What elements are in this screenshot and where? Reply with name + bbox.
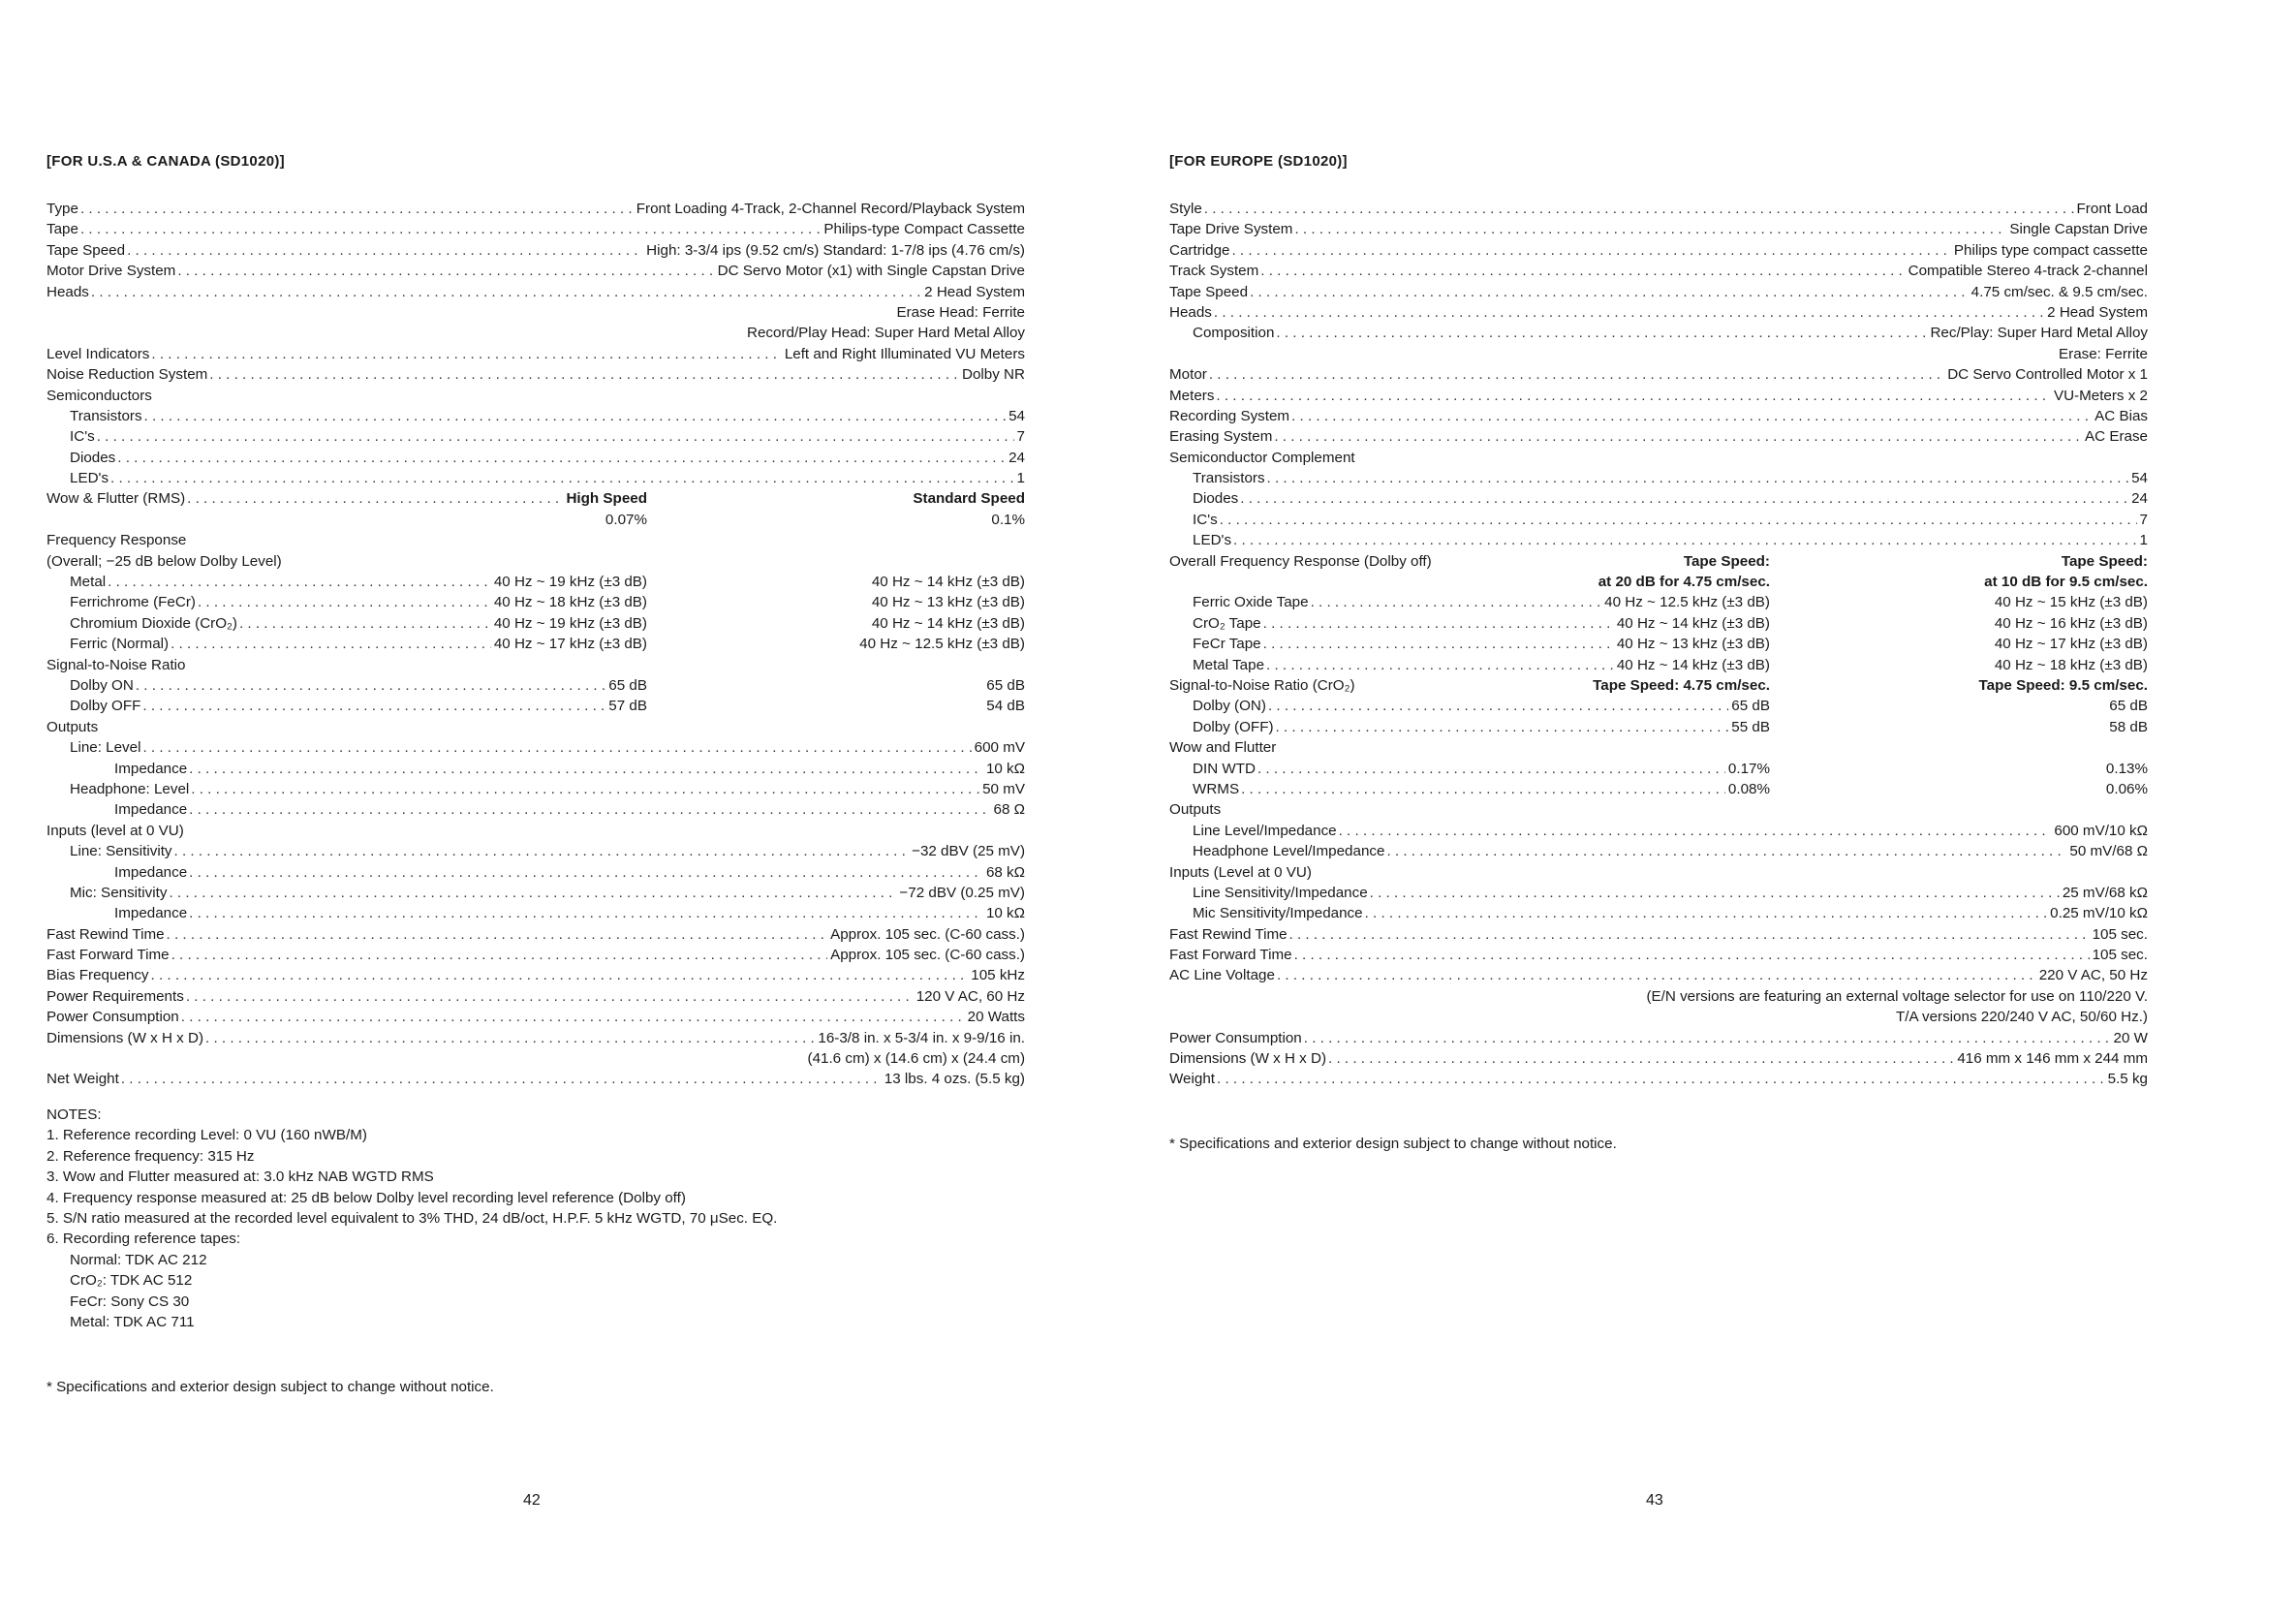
spec-row-diodes: Diodes . . . 24 [47,448,1025,468]
spec-row-freq-metal: Metal . . . 40 Hz ~ 19 kHz (±3 dB) 40 Hz ~ 14 kHz (±3 dB) [47,572,1025,592]
spec-row-frequency-sub: (Overall; −25 dB below Dolby Level) [47,552,282,570]
spec-row-freq-ferric: Ferric Oxide Tape . . . 40 Hz ~ 12.5 kHz (±3 dB) 40 Hz ~ 15 kHz (±3 dB) [1169,592,2148,612]
spec-row-dimensions-metric: (41.6 cm) x (14.6 cm) x (24.4 cm) [807,1050,1025,1068]
spec-row-power-cons: Power Consumption . . . 20 Watts [47,1007,1025,1027]
spec-row-motor: Motor . . . DC Servo Controlled Motor x 1 [1169,364,2148,385]
note-4: 4. Frequency response measured at: 25 dB below Dolby level recording level reference (Dolby off) [47,1189,686,1206]
note-5: 5. S/N ratio measured at the recorded level equivalent to 3% THD, 24 dB/oct, H.P.F. 5 kHz WGTD, 70 μSec. EQ. [47,1210,778,1228]
spec-row-freq-fecr: Ferrichrome (FeCr) . . . 40 Hz ~ 18 kHz (±3 dB) 40 Hz ~ 13 kHz (±3 dB) [47,592,1025,612]
spec-row-cartridge: Cartridge . . . Philips type compact cassette [1169,240,2148,261]
spec-row-transistors: Transistors . . . 54 [1169,468,2148,488]
spec-row-out-line-imp: Impedance . . . 10 kΩ [47,759,1025,779]
left-page [47,0,1025,1620]
spec-row-wow-din: DIN WTD . . . 0.17% 0.13% [1169,759,2148,779]
note-1: 1. Reference recording Level: 0 VU (160 nWB/M) [47,1127,367,1144]
spec-row-speed: Tape Speed . . . 4.75 cm/sec. & 9.5 cm/sec. [1169,282,2148,302]
spec-row-wow-wrms: WRMS . . . 0.08% 0.06% [1169,779,2148,799]
spec-row-tape: Tape . . . Philips-type Compact Cassette [47,219,1025,239]
ref-tape-metal: Metal: TDK AC 711 [70,1314,195,1331]
spec-row-track: Track System . . . Compatible Stereo 4-track 2-channel [1169,261,2148,281]
note-3: 3. Wow and Flutter measured at: 3.0 kHz NAB WGTD RMS [47,1168,434,1186]
spec-row-dimensions: Dimensions (W x H x D) . . . 16-3/8 in. x 5-3/4 in. x 9-9/16 in. [47,1028,1025,1048]
spec-row-in-mic-imp: Impedance . . . 10 kΩ [47,903,1025,923]
spec-row-snr-off: Dolby OFF . . . 57 dB 54 dB [47,696,1025,716]
spec-row-motor: Motor Drive System . . . DC Servo Motor (x1) with Single Capstan Drive [47,261,1025,281]
spec-row-ics: IC's . . . 7 [1169,510,2148,530]
spec-row-snr-off: Dolby (OFF) . . . 55 dB 58 dB [1169,717,2148,737]
spec-row-diodes: Diodes . . . 24 [1169,488,2148,509]
spec-row-wow-flutter: Wow & Flutter (RMS) . . . High Speed Standard Speed [47,488,1025,509]
spec-row-meters: Meters . . . VU-Meters x 2 [1169,386,2148,406]
right-page [1169,0,2148,1620]
ref-tape-normal: Normal: TDK AC 212 [70,1251,207,1268]
spec-row-heads: Heads . . . 2 Head System [47,282,1025,302]
spec-row-recording-system: Recording System . . . AC Bias [1169,406,2148,426]
spec-row-weight: Weight . . . 5.5 kg [1169,1069,2148,1089]
spec-row-in-line: Line Sensitivity/Impedance . . . 25 mV/68 kΩ [1169,883,2148,903]
spec-row-ics: IC's . . . 7 [47,426,1025,447]
spec-row-style: Style . . . Front Load [1169,199,2148,219]
spec-row-in-mic: Mic Sensitivity/Impedance . . . 0.25 mV/10 kΩ [1169,903,2148,923]
page-heading-usa: [FOR U.S.A & CANADA (SD1020)] [47,153,285,170]
spec-row-dimensions: Dimensions (W x H x D) . . . 416 mm x 146 mm x 244 mm [1169,1048,2148,1069]
spec-row-out-line-level: Line: Level . . . 600 mV [47,737,1025,758]
spec-row-noise-reduction: Noise Reduction System . . . Dolby NR [47,364,1025,385]
spec-row-drive: Tape Drive System . . . Single Capstan Drive [1169,219,2148,239]
page-number-42: 42 [523,1492,541,1509]
spec-row-out-hp-level: Headphone: Level . . . 50 mV [47,779,1025,799]
note-6: 6. Recording reference tapes: [47,1231,241,1248]
spec-row-frequency-sub: at 20 dB for 4.75 cm/sec. at 10 dB for 9.5 cm/sec. [1598,574,2148,591]
spec-row-leds: LED's . . . 1 [47,468,1025,488]
spec-row-erasing-system: Erasing System . . . AC Erase [1169,426,2148,447]
spec-row-outputs: Outputs [1169,801,1222,819]
spec-row-ac-line: AC Line Voltage . . . 220 V AC, 50 Hz [1169,965,2148,985]
spec-row-forward: Fast Forward Time . . . 105 sec. [1169,945,2148,965]
spec-row-snr-on: Dolby ON . . . 65 dB 65 dB [47,675,1025,696]
spec-row-erase: Erase: Ferrite [2059,345,2148,362]
spec-row-wow-values: 0.07% 0.1% [605,511,1025,528]
spec-row-heads: Heads . . . 2 Head System [1169,302,2148,323]
spec-row-rewind: Fast Rewind Time . . . Approx. 105 sec. (C-60 cass.) [47,924,1025,945]
spec-row-out-hp: Headphone Level/Impedance . . . 50 mV/68 Ω [1169,841,2148,861]
notes-title: NOTES: [47,1106,102,1123]
spec-row-rewind: Fast Rewind Time . . . 105 sec. [1169,924,2148,945]
footnote-left: * Specifications and exterior design subject to change without notice. [47,1379,494,1395]
spec-row-composition: Composition . . . Rec/Play: Super Hard Metal Alloy [1169,323,2148,343]
spec-row-in-line-sens: Line: Sensitivity . . . −32 dBV (25 mV) [47,841,1025,861]
spec-row-frequency: Frequency Response [47,532,187,549]
spec-row-freq-cro2: CrO₂ Tape . . . 40 Hz ~ 14 kHz (±3 dB) 40 Hz ~ 16 kHz (±3 dB) [1169,613,2148,634]
spec-row-recplay-head: Record/Play Head: Super Hard Metal Alloy [746,325,1025,342]
spec-list-europe [1169,199,2148,1090]
spec-row-in-line-imp: Impedance . . . 68 kΩ [47,862,1025,883]
spec-row-freq-metal: Metal Tape . . . 40 Hz ~ 14 kHz (±3 dB) 40 Hz ~ 18 kHz (±3 dB) [1169,655,2148,675]
spec-row-snr: Signal-to-Noise Ratio (CrO₂) Tape Speed: 4.75 cm/sec. Tape Speed: 9.5 cm/sec. [1169,676,2148,694]
footnote-right: * Specifications and exterior design subject to change without notice. [1169,1136,1617,1152]
spec-row-erase-head: Erase Head: Ferrite [896,303,1025,321]
spec-row-in-mic-sens: Mic: Sensitivity . . . −72 dBV (0.25 mV) [47,883,1025,903]
spec-row-power: Power Consumption . . . 20 W [1169,1028,2148,1048]
spec-list-usa [47,199,1025,1090]
spec-row-tape-speed: Tape Speed . . . High: 3-3/4 ips (9.52 cm/s) Standard: 1-7/8 ips (4.76 cm/s) [47,240,1025,261]
spec-row-freq-cro2: Chromium Dioxide (CrO₂) . . . 40 Hz ~ 19 kHz (±3 dB) 40 Hz ~ 14 kHz (±3 dB) [47,613,1025,634]
spec-row-inputs: Inputs (level at 0 VU) [47,822,184,839]
page-heading-europe: [FOR EUROPE (SD1020)] [1169,153,1348,170]
spec-row-outputs: Outputs [47,718,99,735]
spec-row-out-hp-imp: Impedance . . . 68 Ω [47,799,1025,820]
ref-tape-fecr: FeCr: Sony CS 30 [70,1293,190,1310]
spec-row-inputs: Inputs (Level at 0 VU) [1169,863,1312,881]
spec-row-level-indicators: Level Indicators . . . Left and Right Illuminated VU Meters [47,344,1025,364]
spec-row-frequency: Overall Frequency Response (Dolby off) Tape Speed: Tape Speed: [1169,552,2148,570]
spec-row-type: Type . . . Front Loading 4-Track, 2-Channel Record/Playback System [47,199,1025,219]
spec-row-wow: Wow and Flutter [1169,739,1277,757]
spec-row-ac-note-2: T/A versions 220/240 V AC, 50/60 Hz.) [1895,1009,2148,1026]
spec-row-weight: Net Weight . . . 13 lbs. 4 ozs. (5.5 kg) [47,1069,1025,1089]
spec-row-out-line: Line Level/Impedance . . . 600 mV/10 kΩ [1169,821,2148,841]
spec-row-power-req: Power Requirements . . . 120 V AC, 60 Hz [47,986,1025,1007]
spec-row-bias: Bias Frequency . . . 105 kHz [47,965,1025,985]
spec-row-semiconductors: Semiconductor Complement [1169,449,1355,466]
page-number-43: 43 [1646,1492,1663,1509]
spec-row-transistors: Transistors . . . 54 [47,406,1025,426]
spec-row-freq-fecr: FeCr Tape . . . 40 Hz ~ 13 kHz (±3 dB) 40 Hz ~ 17 kHz (±3 dB) [1169,634,2148,654]
spec-row-snr: Signal-to-Noise Ratio [47,656,186,673]
spec-row-semiconductors: Semiconductors [47,387,152,404]
spec-row-snr-on: Dolby (ON) . . . 65 dB 65 dB [1169,696,2148,716]
spec-row-forward: Fast Forward Time . . . Approx. 105 sec. (C-60 cass.) [47,945,1025,965]
ref-tape-cro2: CrO₂: TDK AC 512 [70,1272,193,1290]
note-2: 2. Reference frequency: 315 Hz [47,1147,255,1165]
spec-row-ac-note-1: (E/N versions are featuring an external voltage selector for use on 110/220 V. [1646,987,2148,1005]
spec-row-freq-ferric: Ferric (Normal) . . . 40 Hz ~ 17 kHz (±3 dB) 40 Hz ~ 12.5 kHz (±3 dB) [47,634,1025,654]
notes-section [47,1105,1025,1332]
spec-row-leds: LED's . . . 1 [1169,530,2148,550]
